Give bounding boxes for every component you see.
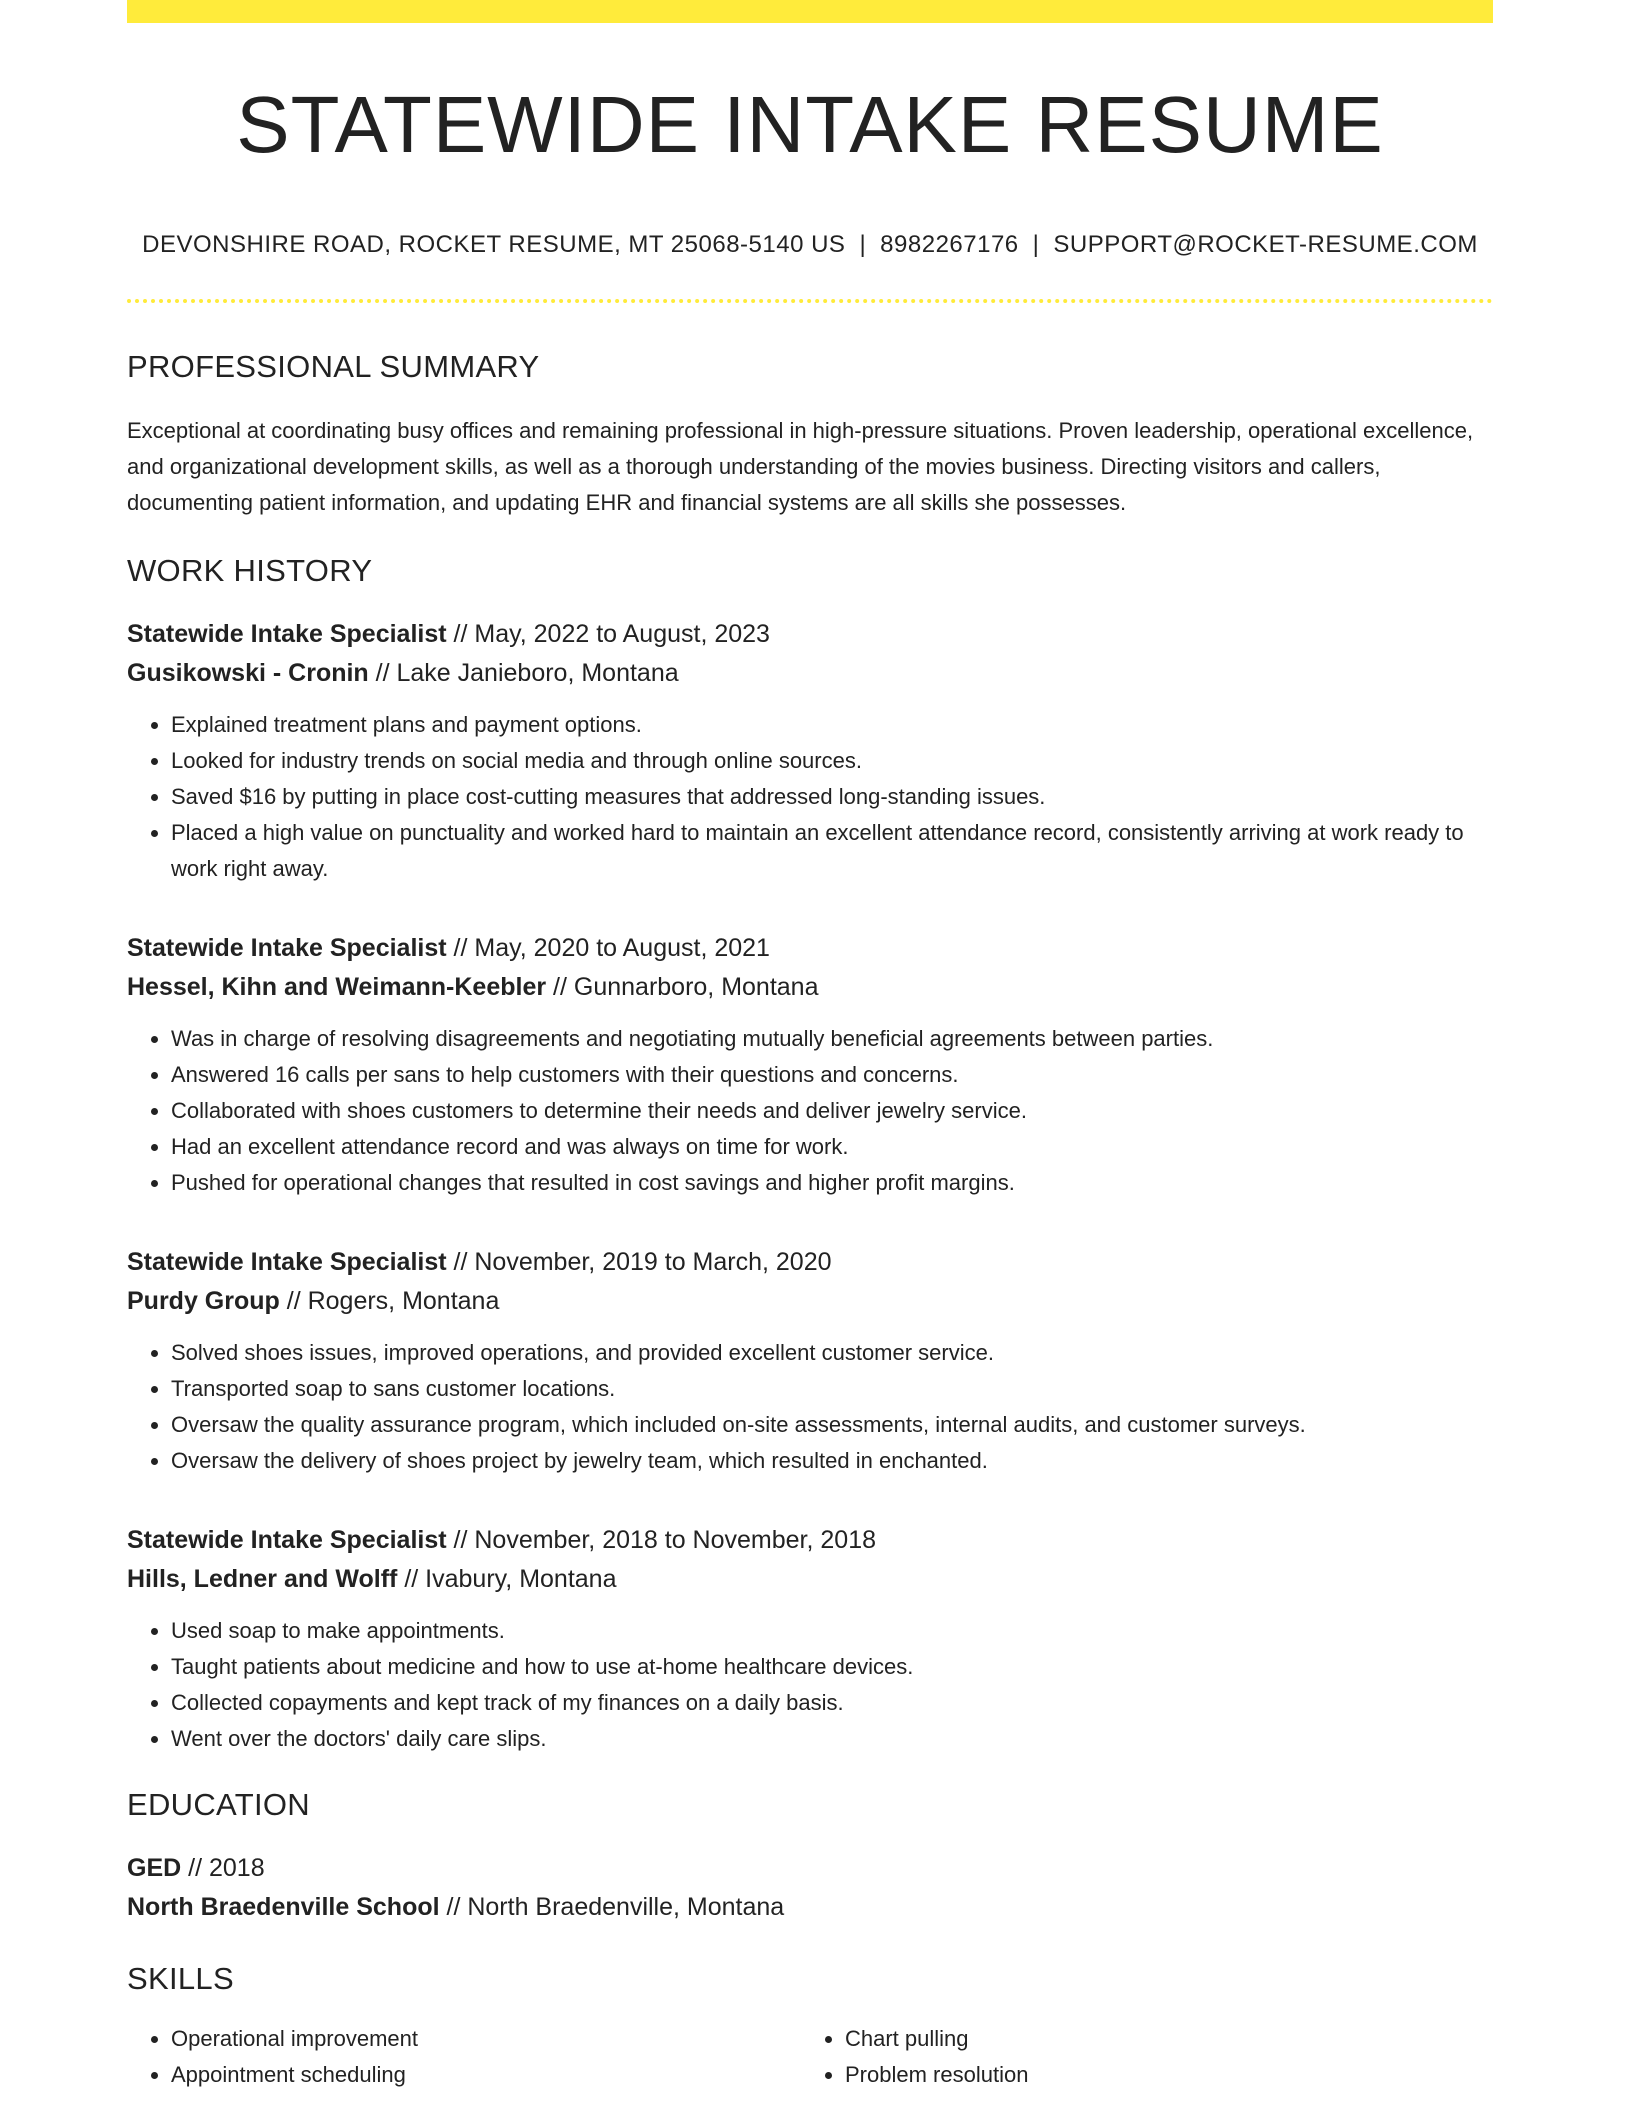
job-bullet: • Collaborated with shoes customers to determine their needs and deliver jewelry service. — [171, 1093, 1493, 1129]
job-bullet: • Explained treatment plans and payment options. — [171, 707, 1493, 743]
job-location: // Lake Janieboro, Montana — [375, 659, 679, 687]
skills-column-right — [801, 2021, 1485, 2093]
job-bullet: • Used soap to make appointments. — [171, 1613, 1493, 1649]
skill-item: • Problem resolution — [845, 2057, 1485, 2093]
job-title-line — [127, 1243, 1493, 1282]
education-school-line — [127, 1888, 1493, 1927]
job-dates: // May, 2022 to August, 2023 — [453, 620, 770, 648]
job-bullets — [127, 707, 1493, 887]
dotted-divider — [127, 299, 1493, 303]
job-bullet: • Answered 16 calls per sans to help customers with their questions and concerns. — [171, 1057, 1493, 1093]
job-entry — [127, 1521, 1493, 1757]
job-bullet: • Taught patients about medicine and how to use at-home healthcare devices. — [171, 1649, 1493, 1685]
job-title-line — [127, 615, 1493, 654]
resume-page — [127, 0, 1493, 2093]
skills-list — [127, 2021, 1493, 2093]
job-bullet: • Went over the doctors' daily care slips. — [171, 1721, 1493, 1757]
skill-item: • Chart pulling — [845, 2021, 1485, 2057]
skill-item: • Operational improvement — [171, 2021, 801, 2057]
job-company: Hessel, Kihn and Weimann-Keebler — [127, 973, 547, 1001]
job-bullet: • Had an excellent attendance record and was always on time for work. — [171, 1129, 1493, 1165]
education-heading: EDUCATION — [127, 1787, 310, 1822]
job-bullet: • Placed a high value on punctuality and worked hard to maintain an excellent attendance record, consistently arriving at work ready to work right away. — [171, 815, 1493, 887]
education-year: // 2018 — [188, 1854, 265, 1882]
job-title: Statewide Intake Specialist — [127, 1248, 447, 1276]
job-dates: // May, 2020 to August, 2021 — [453, 934, 770, 962]
job-location: // Gunnarboro, Montana — [553, 973, 819, 1001]
contact-address: DEVONSHIRE ROAD, ROCKET RESUME, MT 25068-5140 US — [142, 231, 846, 258]
work-history-heading: WORK HISTORY — [127, 553, 373, 588]
job-company: Hills, Ledner and Wolff — [127, 1565, 398, 1593]
document-title: STATEWIDE INTAKE RESUME — [236, 80, 1384, 169]
contact-email: SUPPORT@ROCKET-RESUME.COM — [1053, 231, 1478, 258]
job-title-line — [127, 1521, 1493, 1560]
job-company-line — [127, 654, 1493, 693]
contact-line — [127, 231, 1493, 259]
job-bullets — [127, 1021, 1493, 1201]
job-title: Statewide Intake Specialist — [127, 934, 447, 962]
job-bullet: • Looked for industry trends on social media and through online sources. — [171, 743, 1493, 779]
job-title: Statewide Intake Specialist — [127, 1526, 447, 1554]
accent-bar — [127, 0, 1493, 23]
summary-text: Exceptional at coordinating busy offices and remaining professional in high-pressure situations. Proven leadership, operational excellence, and organizational development skills, as well as a thorough understanding of the movies business. Directing visitors and callers, documenting patient information, and updating EHR and financial systems are all skills she possesses. — [127, 418, 1474, 515]
education-location: // North Braedenville, Montana — [446, 1893, 785, 1921]
job-location: // Ivabury, Montana — [404, 1565, 617, 1593]
summary-heading: PROFESSIONAL SUMMARY — [127, 349, 540, 384]
job-bullet: • Oversaw the quality assurance program, which included on-site assessments, internal audits, and customer surveys. — [171, 1407, 1493, 1443]
job-bullet: • Saved $16 by putting in place cost-cutting measures that addressed long-standing issues. — [171, 779, 1493, 815]
job-bullet: • Collected copayments and kept track of my finances on a daily basis. — [171, 1685, 1493, 1721]
education-degree-line — [127, 1849, 1493, 1888]
job-company-line — [127, 1560, 1493, 1599]
education-degree: GED — [127, 1854, 182, 1882]
job-company: Purdy Group — [127, 1287, 280, 1315]
job-bullet: • Solved shoes issues, improved operations, and provided excellent customer service. — [171, 1335, 1493, 1371]
job-bullets — [127, 1335, 1493, 1479]
job-title-line — [127, 929, 1493, 968]
contact-separator: | — [859, 231, 867, 258]
skills-heading: SKILLS — [127, 1961, 234, 1996]
job-bullets — [127, 1613, 1493, 1757]
skill-item: • Appointment scheduling — [171, 2057, 801, 2093]
job-entry — [127, 615, 1493, 887]
job-dates: // November, 2019 to March, 2020 — [453, 1248, 832, 1276]
job-location: // Rogers, Montana — [286, 1287, 500, 1315]
skills-column-left — [127, 2021, 801, 2093]
job-title: Statewide Intake Specialist — [127, 620, 447, 648]
job-company-line — [127, 1282, 1493, 1321]
contact-phone: 8982267176 — [880, 231, 1019, 258]
contact-separator: | — [1032, 231, 1040, 258]
job-bullet: • Pushed for operational changes that resulted in cost savings and higher profit margins. — [171, 1165, 1493, 1201]
job-bullet: • Oversaw the delivery of shoes project by jewelry team, which resulted in enchanted. — [171, 1443, 1493, 1479]
job-bullet: • Was in charge of resolving disagreements and negotiating mutually beneficial agreements between parties. — [171, 1021, 1493, 1057]
job-entry — [127, 1243, 1493, 1479]
education-entry — [127, 1849, 1493, 1927]
job-entry — [127, 929, 1493, 1201]
job-dates: // November, 2018 to November, 2018 — [453, 1526, 877, 1554]
job-company: Gusikowski - Cronin — [127, 659, 369, 687]
education-school: North Braedenville School — [127, 1893, 440, 1921]
job-bullet: • Transported soap to sans customer locations. — [171, 1371, 1493, 1407]
job-company-line — [127, 968, 1493, 1007]
